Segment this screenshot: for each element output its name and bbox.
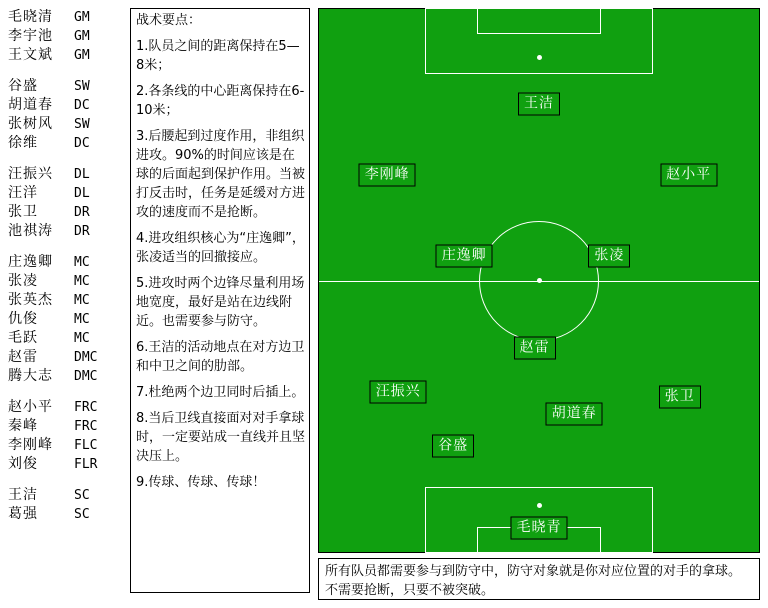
pitch-player-token[interactable]: 赵雷: [514, 337, 556, 360]
roster-player-name: 葛强: [8, 506, 38, 522]
roster-player-position: FLC: [74, 438, 98, 453]
roster-player-name: 李宇池: [8, 28, 53, 44]
roster-player-name: 赵雷: [8, 349, 38, 365]
roster-player-name: 李刚峰: [8, 437, 53, 453]
roster-player-name: 张树风: [8, 116, 53, 132]
goal-area-top: [477, 8, 600, 34]
roster-player-position: GM: [74, 48, 90, 63]
tactics-item: 8.当后卫线直接面对对手拿球时，一定要站成一直线并且坚决压上。: [136, 411, 306, 464]
roster-player-name: 秦峰: [8, 418, 38, 434]
tactics-item: 3.后腰起到过度作用，非组织进攻。90%的时间应该是在球的后面起到保护作用。当被打反击时，任务是延缓对方进攻的速度而不是抢断。: [136, 129, 306, 220]
roster-player-position: DR: [74, 205, 90, 220]
roster-row[interactable]: [8, 253, 128, 272]
roster-row[interactable]: [8, 96, 128, 115]
tactics-item: 7.杜绝两个边卫同时后插上。: [136, 385, 305, 400]
roster-group: [8, 165, 128, 241]
roster-row[interactable]: [8, 398, 128, 417]
roster-player-position: MC: [74, 255, 90, 270]
penalty-spot-bottom: [537, 503, 542, 508]
roster-row[interactable]: [8, 417, 128, 436]
roster-row[interactable]: [8, 115, 128, 134]
pitch-player-token[interactable]: 谷盛: [432, 435, 474, 458]
roster-player-name: 池祺涛: [8, 223, 53, 239]
roster-player-position: DMC: [74, 369, 98, 384]
roster-row[interactable]: [8, 46, 128, 65]
roster-player-position: MC: [74, 312, 90, 327]
roster-player-position: DC: [74, 98, 90, 113]
roster-player-position: DR: [74, 224, 90, 239]
roster-player-name: 谷盛: [8, 78, 38, 94]
roster-group: [8, 486, 128, 524]
roster-player-name: 张凌: [8, 273, 38, 289]
roster-player-position: GM: [74, 29, 90, 44]
roster-group: [8, 253, 128, 386]
tactics-title: 战术要点：: [136, 13, 202, 28]
roster-row[interactable]: [8, 436, 128, 455]
roster-player-name: 腾大志: [8, 368, 53, 384]
pitch-player-token[interactable]: 张凌: [588, 245, 630, 268]
roster-player-name: 汪洋: [8, 185, 38, 201]
roster-player-name: 汪振兴: [8, 166, 53, 182]
pitch-player-token[interactable]: 汪振兴: [370, 380, 427, 403]
roster-row[interactable]: [8, 291, 128, 310]
tactics-item: 6.王洁的活动地点在对方边卫和中卫之间的肋部。: [136, 340, 305, 374]
tactics-item: 1.队员之间的距离保持在5—8米；: [136, 39, 300, 73]
roster-player-position: SW: [74, 117, 90, 132]
roster-player-name: 赵小平: [8, 399, 53, 415]
roster-row[interactable]: [8, 329, 128, 348]
roster-player-name: 张英杰: [8, 292, 53, 308]
roster-row[interactable]: [8, 486, 128, 505]
roster-row[interactable]: [8, 8, 128, 27]
roster-player-position: MC: [74, 331, 90, 346]
roster-list: [8, 8, 128, 600]
roster-row[interactable]: [8, 184, 128, 203]
roster-player-position: DL: [74, 167, 90, 182]
pitch-player-token[interactable]: 庄逸卿: [436, 245, 493, 268]
roster-player-name: 徐维: [8, 135, 38, 151]
tactics-item: 5.进攻时两个边锋尽量利用场地宽度，最好是站在边线附近。也需要参与防守。: [136, 276, 305, 329]
roster-player-position: SC: [74, 488, 90, 503]
penalty-spot-top: [537, 55, 542, 60]
roster-group: [8, 398, 128, 474]
roster-row[interactable]: [8, 203, 128, 222]
roster-player-position: SC: [74, 507, 90, 522]
roster-player-position: FRC: [74, 400, 98, 415]
tactics-item: 2.各条线的中心距离保持在6-10米；: [136, 84, 305, 118]
pitch-player-token[interactable]: 李刚峰: [359, 163, 416, 186]
roster-player-position: DL: [74, 186, 90, 201]
roster-player-name: 刘俊: [8, 456, 38, 472]
roster-row[interactable]: [8, 367, 128, 386]
roster-row[interactable]: [8, 222, 128, 241]
roster-row[interactable]: [8, 455, 128, 474]
roster-player-position: FRC: [74, 419, 98, 434]
tactics-notes-box: [130, 8, 310, 593]
roster-player-position: GM: [74, 10, 90, 25]
roster-row[interactable]: [8, 505, 128, 524]
pitch-surface: [318, 8, 760, 553]
defensive-note: 所有队员都需要参与到防守中，防守对象就是你对应位置的对手的拿球。不需要抢断，只要不被突破。: [318, 558, 760, 600]
roster-player-name: 庄逸卿: [8, 254, 53, 270]
pitch-player-token[interactable]: 胡道春: [546, 402, 603, 425]
roster-row[interactable]: [8, 310, 128, 329]
pitch-player-token[interactable]: 毛晓青: [511, 516, 568, 539]
roster-player-name: 王洁: [8, 487, 38, 503]
roster-row[interactable]: [8, 272, 128, 291]
tactics-item: 4.进攻组织核心为“庄逸卿”，张凌适当的回撤接应。: [136, 231, 305, 265]
roster-player-name: 胡道春: [8, 97, 53, 113]
roster-player-name: 王文斌: [8, 47, 53, 63]
pitch-diagram: [318, 8, 760, 553]
roster-row[interactable]: [8, 27, 128, 46]
roster-player-position: DMC: [74, 350, 98, 365]
roster-player-name: 张卫: [8, 204, 38, 220]
roster-row[interactable]: [8, 348, 128, 367]
pitch-player-token[interactable]: 赵小平: [660, 163, 717, 186]
roster-player-position: MC: [74, 274, 90, 289]
roster-row[interactable]: [8, 165, 128, 184]
center-spot: [537, 278, 542, 283]
roster-player-name: 毛跃: [8, 330, 38, 346]
roster-player-position: DC: [74, 136, 90, 151]
roster-player-name: 毛晓清: [8, 9, 53, 25]
roster-player-position: FLR: [74, 457, 98, 472]
roster-player-name: 仇俊: [8, 311, 38, 327]
roster-player-position: SW: [74, 79, 90, 94]
roster-group: [8, 77, 128, 153]
pitch-player-token[interactable]: 王洁: [518, 93, 560, 116]
roster-row[interactable]: [8, 77, 128, 96]
roster-group: [8, 8, 128, 65]
tactics-item: 9.传球、传球、传球！: [136, 475, 266, 490]
pitch-player-token[interactable]: 张卫: [659, 386, 701, 409]
roster-row[interactable]: [8, 134, 128, 153]
roster-player-position: MC: [74, 293, 90, 308]
